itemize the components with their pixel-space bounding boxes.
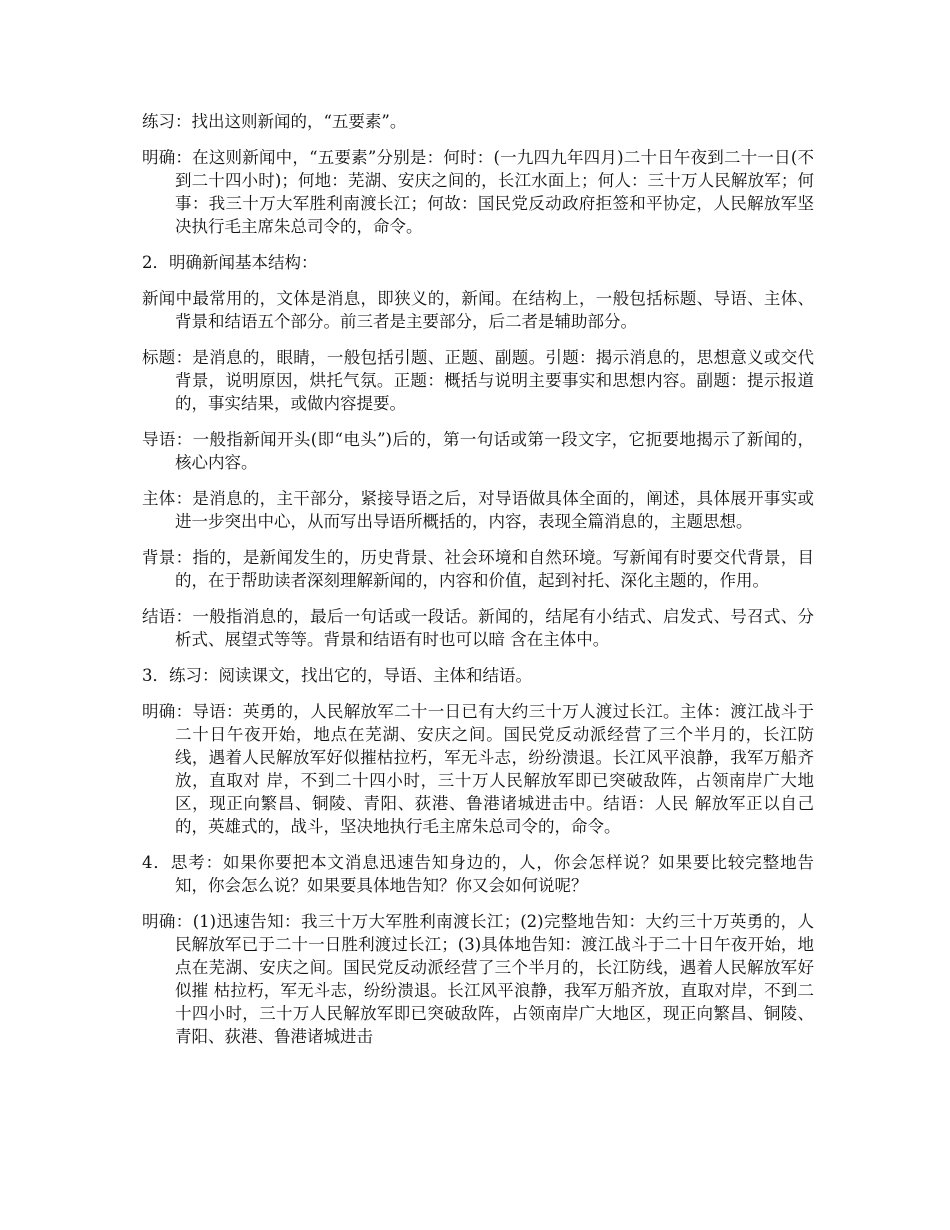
news-structure-intro: 新闻中最常用的，文体是消息，即狭义的，新闻。在结构上，一般包括标题、导语、主体、背景和结语五个部分。前三者是主要部分，后二者是辅助部分。 bbox=[142, 289, 814, 331]
structure-lead: 导语：一般指新闻开头(即“电头”)后的，第一句话或第一段文字，它扼要地揭示了新闻的，核心内容。 bbox=[142, 430, 814, 472]
answer-five-elements: 明确：在这则新闻中，“五要素”分别是：何时：(一九四九年四月)二十日午夜到二十一日(不到二十四小时)；何地：芜湖、安庆之间的，长江水面上；何人：三十万人民解放军；何事：我三十万大军胜利南渡长江；何故：国民党反动政府拒签和平协定，人民解放军坚决执行毛主席朱总司令的，命令。 bbox=[142, 148, 814, 236]
section-3-exercise: 3．练习：阅读课文，找出它的，导语、主体和结语。 bbox=[142, 666, 532, 685]
section-2-heading: 2．明确新闻基本结构： bbox=[142, 253, 318, 272]
structure-conclusion: 结语：一般指消息的，最后一句话或一段话。新闻的，结尾有小结式、启发式、号召式、分析式、展望式等等。背景和结语有时也可以暗 含在主体中。 bbox=[142, 607, 814, 649]
structure-background: 背景：指的，是新闻发生的，历史背景、社会环境和自然环境。写新闻有时要交代背景，目的，在于帮助读者深刻理解新闻的，内容和价值，起到衬托、深化主题的，作用。 bbox=[142, 548, 814, 590]
answer-section-3: 明确：导语：英勇的，人民解放军二十一日已有大约三十万人渡过长江。主体：渡江战斗于二十日午夜开始，地点在芜湖、安庆之间。国民党反动派经营了三个半月的，长江防线，遇着人民解放军好似摧枯拉朽，军无斗志，纷纷溃退。长江风平浪静，我军万船齐放，直取对 岸，不到二十四小时，三十万人民解放军即已突破敌阵，占领南岸广大地区，现正向繁昌、铜陵、青阳、荻港、鲁港诸城进击中。结语：人民 解放军正以自己的，英雄式的，战斗，坚决地执行毛主席朱总司令的，命令。 bbox=[142, 702, 814, 836]
structure-headline: 标题：是消息的，眼睛，一般包括引题、正题、副题。引题：揭示消息的，思想意义或交代背景，说明原因，烘托气氛。正题：概括与说明主要事实和思想内容。副题：提示报道的，事实结果，或做内容提要。 bbox=[142, 348, 814, 413]
document-page bbox=[142, 110, 814, 1061]
structure-body: 主体：是消息的，主干部分，紧接导语之后，对导语做具体全面的，阐述，具体展开事实或进一步突出中心，从而写出导语所概括的，内容，表现全篇消息的，主题思想。 bbox=[142, 489, 814, 531]
exercise-five-elements: 练习：找出这则新闻的，“五要素”。 bbox=[142, 112, 407, 131]
section-4-question: 4．思考：如果你要把本文消息迅速告知身边的，人，你会怎样说？如果要比较完整地告 知，你会怎么说？如果要具体地告知？你又会如何说呢？ bbox=[142, 853, 814, 895]
answer-section-4: 明确：(1)迅速告知：我三十万大军胜利南渡长江；(2)完整地告知：大约三十万英勇的，人民解放军已于二十一日胜利渡过长江；(3)具体地告知：渡江战斗于二十日午夜开始，地点在芜湖、安庆之间。国民党反动派经营了三个半月的，长江防线，遇着人民解放军好似摧 枯拉朽，军无斗志，纷纷溃退。长江风平浪静，我军万船齐放，直取对岸，不到二十四小时，三十万人民解放军即已突破敌阵，占领南岸广大地区，现正向繁昌、铜陵、青阳、荻港、鲁港诸城进击 bbox=[142, 912, 814, 1046]
